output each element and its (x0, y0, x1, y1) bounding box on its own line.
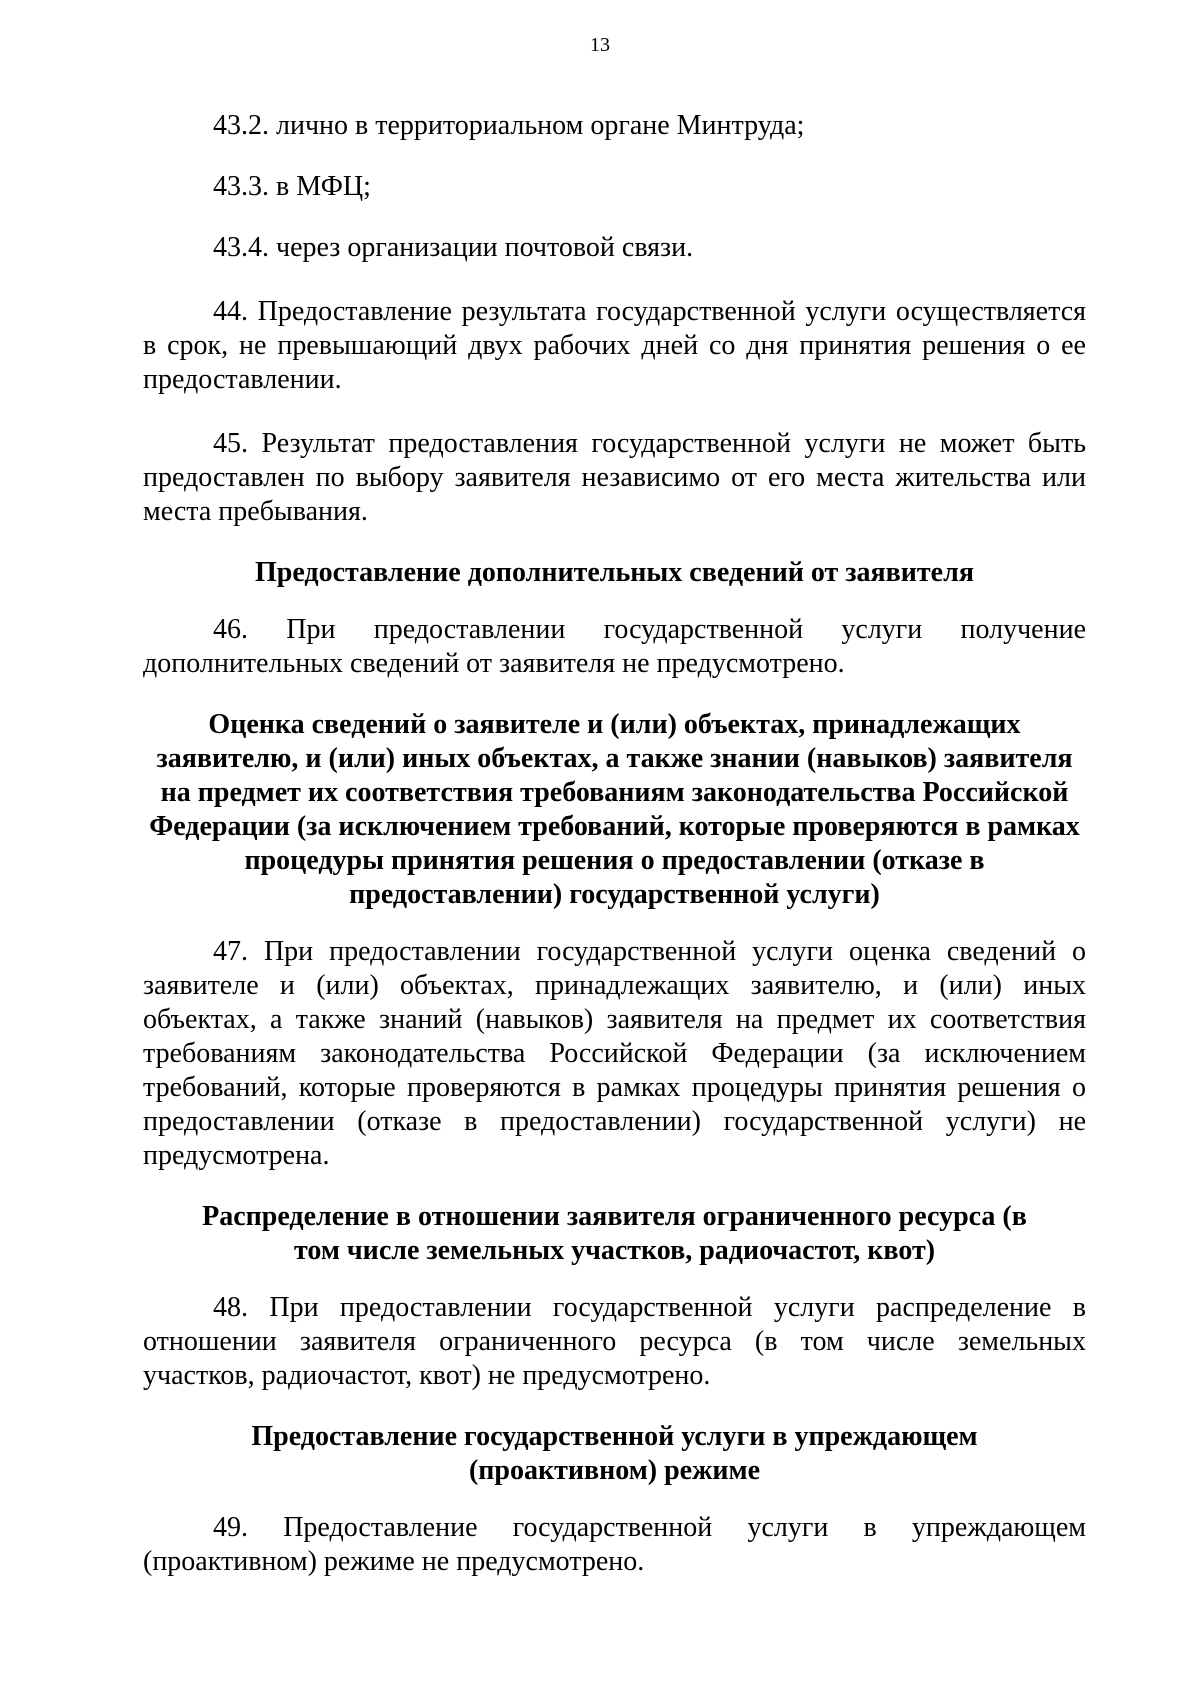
page-number: 13 (590, 34, 610, 56)
list-item-43-3: 43.3. в МФЦ; (213, 171, 371, 202)
paragraph-46: 46. При предоставлении государственной услуги получение дополнительных сведений от заявителя не предусмотрено. (143, 614, 1086, 679)
section-heading-resource: Распределение в отношении заявителя ограниченного ресурса (в том числе земельных участков, радиочастот, квот) (202, 1201, 1027, 1266)
list-item-43-4: 43.4. через организации почтовой связи. (213, 232, 694, 263)
paragraph-44: 44. Предоставление результата государственной услуги осуществляется в срок, не превышающий двух рабочих дней со дня принятия решения о ее предоставлении. (143, 296, 1086, 395)
section-heading-assessment: Оценка сведений о заявителе и (или) объектах, принадлежащих заявителю, и (или) иных объектах, а также знании (навыков) заявителя на предмет их соответствия требованиям законодательства Российской Федерации (за исключением требований, которые проверяются в рамках процедуры принятия решения о предоставлении (отказе в предоставлении) государственной услуги) (149, 709, 1080, 910)
paragraph-47: 47. При предоставлении государственной услуги оценка сведений о заявителе и (или) объектах, принадлежащих заявителю, и (или) иных объектах, а также знаний (навыков) заявителя на предмет их соответствия требованиям законодательства Российской Федерации (за исключением требований, которые проверяются в рамках процедуры принятия решения о предоставлении (отказе в предоставлении) государственной услуги) не предусмотрена. (143, 936, 1086, 1171)
page-content (143, 109, 1086, 1579)
paragraph-48: 48. При предоставлении государственной услуги распределение в отношении заявителя ограниченного ресурса (в том числе земельных участков, радиочастот, квот) не предусмотрено. (143, 1292, 1086, 1391)
paragraph-49: 49. Предоставление государственной услуги в упреждающем (проактивном) режиме не предусмотрено. (143, 1512, 1086, 1577)
section-heading-proactive: Предоставление государственной услуги в упреждающем (проактивном) режиме (251, 1421, 978, 1486)
list-item-43-2: 43.2. лично в территориальном органе Минтруда; (213, 110, 805, 141)
paragraph-45: 45. Результат предоставления государственной услуги не может быть предоставлен по выбору заявителя независимо от его места жительства или места пребывания. (143, 428, 1086, 527)
section-heading-additional-info: Предоставление дополнительных сведений от заявителя (255, 557, 974, 588)
